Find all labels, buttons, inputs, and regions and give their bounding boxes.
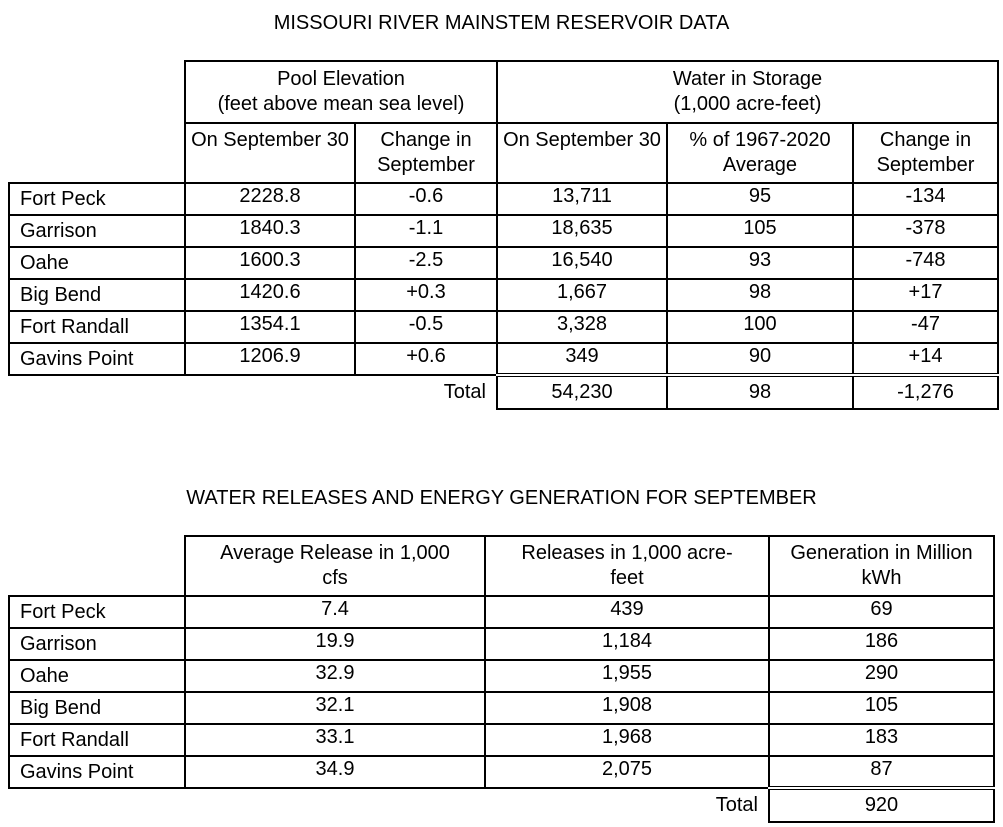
cell-storage-change: -378	[853, 215, 998, 247]
reservoir-total-label: Total	[443, 381, 486, 403]
cell-storage: 1,667	[497, 279, 667, 311]
releases-title: WATER RELEASES AND ENERGY GENERATION FOR SEPTEMBER	[186, 487, 817, 509]
table-row	[9, 724, 994, 756]
water-storage-label: Water in Storage	[672, 68, 823, 90]
cell-pct: 93	[667, 247, 853, 279]
col-generation: Generation in Million kWh	[769, 536, 994, 596]
cell-gen: 183	[769, 724, 994, 756]
cell-avg: 32.9	[185, 660, 485, 692]
cell-avg: 19.9	[185, 628, 485, 660]
total-pct: 98	[667, 375, 853, 409]
releases-total-label: Total	[715, 794, 758, 816]
cell-gen: 290	[769, 660, 994, 692]
cell-rel: 1,968	[485, 724, 769, 756]
table-row	[9, 183, 998, 215]
table-row	[9, 311, 998, 343]
pool-elevation-label: Pool Elevation	[277, 68, 405, 90]
reservoir-name: Oahe	[9, 247, 185, 279]
corner-blank	[9, 61, 185, 123]
cell-gen: 186	[769, 628, 994, 660]
cell-storage: 18,635	[497, 215, 667, 247]
reservoir-name: Fort Randall	[9, 724, 185, 756]
cell-gen: 105	[769, 692, 994, 724]
cell-storage-change: -748	[853, 247, 998, 279]
cell-elev: 1840.3	[185, 215, 355, 247]
col-storage-pct: % of 1967-2020 Average	[667, 123, 853, 183]
reservoir-name: Gavins Point	[9, 343, 185, 375]
cell-storage-change: +17	[853, 279, 998, 311]
cell-pct: 95	[667, 183, 853, 215]
table-row	[9, 343, 998, 375]
cell-elev-change: -1.1	[355, 215, 497, 247]
cell-storage-change: +14	[853, 343, 998, 375]
table-row	[9, 596, 994, 628]
table-row	[9, 756, 994, 788]
cell-gen: 87	[769, 756, 994, 788]
reservoir-name: Fort Peck	[9, 596, 185, 628]
reservoir-name: Fort Peck	[9, 183, 185, 215]
cell-storage-change: -47	[853, 311, 998, 343]
cell-pct: 90	[667, 343, 853, 375]
col-releases: Releases in 1,000 acre-feet	[485, 536, 769, 596]
cell-rel: 2,075	[485, 756, 769, 788]
reservoir-name: Big Bend	[9, 279, 185, 311]
releases-table	[8, 535, 995, 823]
total-storage-change: -1,276	[853, 375, 998, 409]
cell-pct: 100	[667, 311, 853, 343]
reservoir-name: Oahe	[9, 660, 185, 692]
col-avg-release: Average Release in 1,000 cfs	[185, 536, 485, 596]
table-row	[9, 692, 994, 724]
col-pool-sep30: On September 30	[185, 123, 355, 183]
table-row	[9, 279, 998, 311]
cell-rel: 1,184	[485, 628, 769, 660]
reservoir-name: Garrison	[9, 628, 185, 660]
cell-rel: 1,955	[485, 660, 769, 692]
total-generation: 920	[769, 788, 994, 822]
cell-pct: 105	[667, 215, 853, 247]
table-row	[9, 660, 994, 692]
pool-elevation-header	[185, 61, 497, 123]
reservoir-name: Fort Randall	[9, 311, 185, 343]
table-row	[9, 628, 994, 660]
cell-avg: 33.1	[185, 724, 485, 756]
cell-elev: 1354.1	[185, 311, 355, 343]
cell-elev: 1420.6	[185, 279, 355, 311]
pool-elevation-unit: (feet above mean sea level)	[217, 93, 465, 115]
cell-rel: 439	[485, 596, 769, 628]
reservoir-name: Big Bend	[9, 692, 185, 724]
cell-elev-change: +0.3	[355, 279, 497, 311]
cell-storage: 13,711	[497, 183, 667, 215]
cell-elev: 1600.3	[185, 247, 355, 279]
cell-elev-change: -0.5	[355, 311, 497, 343]
reservoir-title: MISSOURI RIVER MAINSTEM RESERVOIR DATA	[273, 12, 730, 34]
cell-elev-change: -0.6	[355, 183, 497, 215]
reservoir-name: Garrison	[9, 215, 185, 247]
cell-gen: 69	[769, 596, 994, 628]
reservoir-table	[8, 60, 999, 410]
cell-avg: 7.4	[185, 596, 485, 628]
table-row	[9, 247, 998, 279]
cell-elev: 2228.8	[185, 183, 355, 215]
cell-avg: 32.1	[185, 692, 485, 724]
col-storage-change: Change in September	[853, 123, 998, 183]
total-storage: 54,230	[497, 375, 667, 409]
water-storage-unit: (1,000 acre-feet)	[673, 93, 822, 115]
cell-elev: 1206.9	[185, 343, 355, 375]
cell-pct: 98	[667, 279, 853, 311]
cell-storage-change: -134	[853, 183, 998, 215]
cell-storage: 16,540	[497, 247, 667, 279]
cell-rel: 1,908	[485, 692, 769, 724]
cell-storage: 349	[497, 343, 667, 375]
cell-avg: 34.9	[185, 756, 485, 788]
col-pool-change: Change in September	[355, 123, 497, 183]
reservoir-name: Gavins Point	[9, 756, 185, 788]
cell-elev-change: +0.6	[355, 343, 497, 375]
cell-elev-change: -2.5	[355, 247, 497, 279]
col-storage-sep30: On September 30	[497, 123, 667, 183]
cell-storage: 3,328	[497, 311, 667, 343]
table-row	[9, 215, 998, 247]
water-storage-header	[497, 61, 998, 123]
